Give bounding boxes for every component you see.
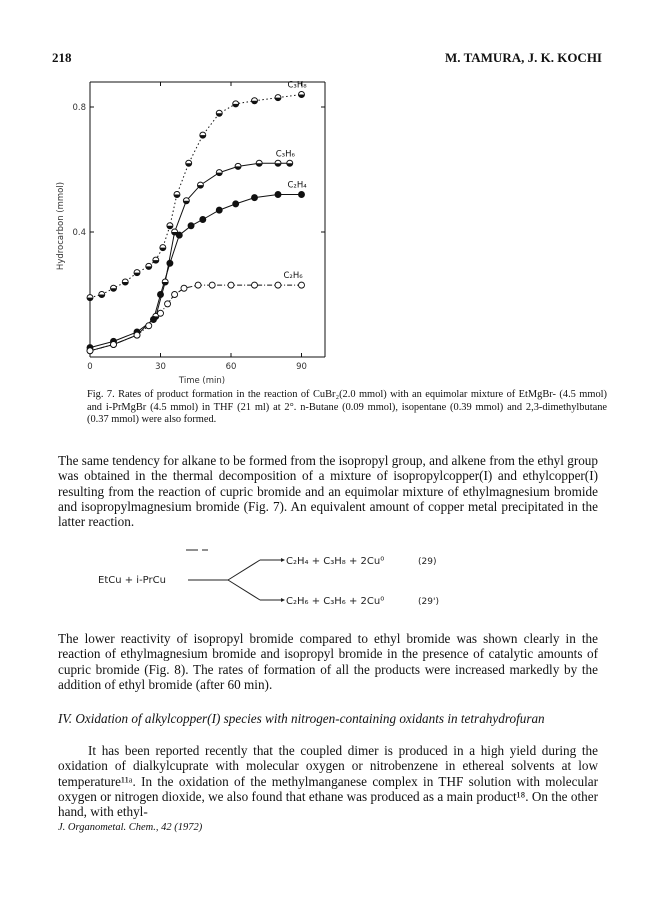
data-point: [87, 348, 93, 354]
data-point: [174, 192, 180, 198]
scheme-product-lower: C₂H₆ + C₃H₆ + 2Cu⁰: [286, 596, 385, 607]
page-number: 218: [52, 50, 72, 65]
x-tick-label: 60: [225, 362, 237, 372]
data-point: [150, 317, 156, 323]
data-point: [200, 132, 206, 138]
data-point: [167, 223, 173, 229]
scheme-label-lower: (29'): [418, 597, 439, 607]
body-paragraph-3: It has been reported recently that the coupled dimer is produced in a high yield during the oxidation of dialkylcuprate with molecular oxygen or nitrobenzene in ethereal solvents at low temperature¹¹ᵃ. In the oxidation of the methylmanganese complex in THF solution with molecular oxygen or nitrogen dioxide, we also found that ethane was produced as a main product¹⁸. On the other hand, with ethyl-: [58, 743, 598, 820]
data-point: [186, 160, 192, 166]
y-axis-title: Hydrocarbon (mmol): [56, 181, 66, 271]
x-axis-title: Time (min): [178, 376, 226, 386]
data-point: [160, 245, 166, 251]
data-point: [197, 182, 203, 188]
data-point: [181, 285, 187, 291]
y-tick-label: 0.8: [72, 103, 86, 113]
data-point: [216, 170, 222, 176]
series-label: C₃H₈: [287, 80, 307, 91]
figure-caption: Fig. 7. Rates of product formation in the reaction of CuBr₂(2.0 mmol) with an equimolar mixture of EtMgBr- (4.5 mmol) and i-PrMgBr (4.5 mmol) in THF (21 ml) at 2°. n-Butane (0.09 mmol), isopentane (0.39 mmol) and 2,3-dimethylbutane (0.37 mmol) were also formed.: [87, 389, 607, 426]
journal-footer: J. Organometal. Chem., 42 (1972): [58, 822, 203, 833]
y-tick-label: 0.4: [72, 228, 86, 238]
x-tick-label: 90: [296, 362, 307, 372]
data-point: [252, 98, 258, 104]
data-point: [172, 292, 178, 298]
data-point: [111, 285, 117, 291]
data-point: [216, 110, 222, 116]
data-point: [228, 282, 234, 288]
data-point: [134, 332, 140, 338]
data-point: [216, 207, 222, 213]
data-point: [209, 282, 215, 288]
scheme-product-upper: C₂H₄ + C₃H₈ + 2Cu⁰: [286, 556, 385, 567]
series-points: [87, 92, 305, 354]
data-point: [195, 282, 201, 288]
series-line: [90, 163, 290, 350]
series-line: [90, 195, 302, 348]
data-point: [275, 160, 281, 166]
data-point: [200, 217, 206, 223]
x-tick-label: 30: [155, 362, 166, 372]
series-labels: [276, 81, 307, 282]
data-point: [146, 263, 152, 269]
data-point: [275, 192, 281, 198]
data-point: [235, 163, 241, 169]
x-tick-label: 0: [87, 362, 93, 372]
data-point: [165, 301, 171, 307]
series-label: C₂H₄: [287, 180, 307, 191]
scheme-label-upper: (29): [418, 557, 437, 567]
running-head: M. TAMURA, J. K. KOCHI: [445, 50, 602, 65]
data-point: [176, 232, 182, 238]
data-point: [162, 279, 168, 285]
data-point: [275, 95, 281, 101]
scheme-reactants: EtCu + i-PrCu: [98, 575, 166, 586]
data-point: [233, 201, 239, 207]
data-point: [153, 257, 159, 263]
data-point: [299, 282, 305, 288]
series-label: C₃H₆: [275, 149, 295, 160]
series-label: C₂H₆: [283, 271, 303, 282]
data-point: [134, 270, 140, 276]
plot-frame: [90, 82, 325, 357]
data-point: [252, 282, 258, 288]
data-point: [111, 342, 117, 348]
reaction-scheme: [88, 545, 478, 610]
data-point: [188, 223, 194, 229]
data-point: [256, 160, 262, 166]
data-point: [233, 101, 239, 107]
data-point: [275, 282, 281, 288]
data-point: [167, 260, 173, 266]
body-paragraph-1: The same tendency for alkane to be formed from the isopropyl group, and alkene from the ethyl group was obtained in the thermal decomposition of a mixture of isopropylcopper(I) and ethylcopper(I) resulting from the reaction of cupric bromide and an equimolar mixture of ethylmagnesium bromide and isopropylmagnesium bromide (Fig. 7). An equivalent amount of copper metal precipitated in the latter reaction.: [58, 453, 598, 530]
data-point: [287, 160, 293, 166]
series-lines: [90, 95, 302, 351]
data-point: [158, 310, 164, 316]
series-line: [90, 285, 302, 351]
data-point: [299, 92, 305, 98]
data-point: [99, 292, 105, 298]
data-point: [122, 279, 128, 285]
section-heading: IV. Oxidation of alkylcopper(I) species with nitrogen-containing oxidants in tetrahydrofuran: [58, 711, 545, 726]
data-point: [183, 198, 189, 204]
data-point: [146, 323, 152, 329]
data-point: [252, 195, 258, 201]
data-point: [299, 192, 305, 198]
body-paragraph-2: The lower reactivity of isopropyl bromide compared to ethyl bromide was shown clearly in the reaction of ethylmagnesium bromide and isopropyl bromide in the presence of catalytic amounts of cupric bromide (Fig. 8). The rates of formation of all the products were increased markedly by the addition of ethyl bromide (after 60 min).: [58, 631, 598, 692]
axis-ticks: [72, 82, 325, 372]
data-point: [158, 292, 164, 298]
data-point: [87, 295, 93, 301]
figure-7-chart: [40, 76, 340, 391]
